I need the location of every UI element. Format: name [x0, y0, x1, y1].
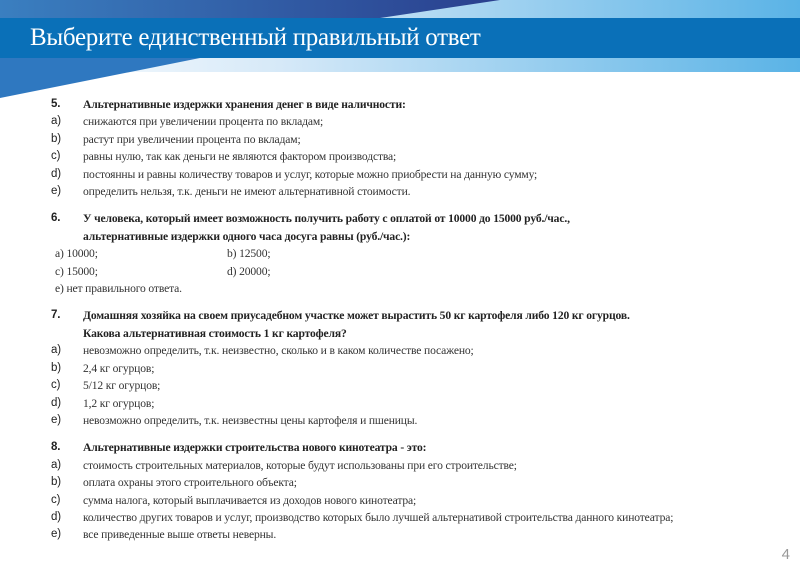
option-text: снижаются при увеличении процента по вкладам; [83, 115, 324, 129]
option-label: e) [51, 185, 61, 198]
question-text: Альтернативные издержки строительства нового кинотеатра - это: [83, 441, 427, 455]
question-number: 8. [51, 441, 61, 454]
option-label: a) [51, 458, 61, 471]
option-label: d) [51, 396, 61, 409]
option: d) 20000; [227, 264, 271, 278]
option-label: c) [51, 379, 61, 392]
question-6 [51, 210, 771, 297]
slide-title: Выберите единственный правильный ответ [30, 24, 481, 51]
option-label: b) [51, 132, 61, 145]
option-label: b) [51, 476, 61, 489]
option-label: c) [51, 493, 61, 506]
question-text: альтернативные издержки одного часа досуга равны (руб./час.): [83, 229, 411, 243]
option-label: d) [51, 167, 61, 180]
question-text: Домашняя хозяйка на своем приусадебном участке может вырастить 50 кг картофеля либо 120 кг огурцов. [83, 309, 630, 323]
page-number: 4 [781, 546, 790, 563]
option-text: невозможно определить, т.к. неизвестны цены картофеля и пшеницы. [83, 413, 418, 427]
option-text: все приведенные выше ответы неверны. [83, 528, 277, 542]
question-number: 6. [51, 212, 61, 225]
option-label: d) [51, 510, 61, 523]
option-label: c) [51, 150, 61, 163]
question-text: У человека, который имеет возможность получить работу с оплатой от 10000 до 15000 руб./час., [83, 212, 570, 226]
question-7 [51, 307, 771, 429]
question-number: 5. [51, 98, 61, 110]
option-text: равны нулю, так как деньги не являются фактором производства; [83, 150, 397, 164]
option-text: 5/12 кг огурцов; [83, 379, 161, 393]
option-label: e) [51, 528, 61, 541]
option-label: a) [51, 344, 61, 357]
option-label: a) [51, 115, 61, 128]
option-label: e) [51, 413, 61, 426]
option: c) 15000; [55, 264, 98, 278]
option: b) 12500; [227, 247, 271, 261]
question-5 [51, 96, 771, 200]
question-8 [51, 439, 771, 543]
question-number: 7. [51, 309, 61, 322]
option-text: постоянны и равны количеству товаров и услуг, которые можно приобрести на данную сумму; [83, 167, 538, 181]
option-text: определить нельзя, т.к. деньги не имеют альтернативной стоимости. [83, 185, 411, 199]
questions [51, 96, 771, 554]
option-text: 2,4 кг огурцов; [83, 361, 155, 375]
option: a) 10000; [55, 247, 98, 261]
option-text: сумма налога, который выплачивается из доходов нового кинотеатра; [83, 493, 417, 507]
question-text: Альтернативные издержки хранения денег в виде наличности: [83, 98, 406, 111]
question-text: Какова альтернативная стоимость 1 кг картофеля? [83, 326, 347, 340]
option-text: оплата охраны этого строительного объекта; [83, 476, 297, 490]
option-text: растут при увеличении процента по вкладам; [83, 132, 301, 146]
option-text: стоимость строительных материалов, которые будут использованы при его строительстве; [83, 458, 517, 472]
option-label: b) [51, 361, 61, 374]
option: e) нет правильного ответа. [55, 282, 182, 296]
option-text: количество других товаров и услуг, производство которых было лучшей альтернативой строительства данного кинотеатра; [83, 510, 674, 524]
option-text: 1,2 кг огурцов; [83, 396, 155, 410]
option-text: невозможно определить, т.к. неизвестно, сколько и в каком количестве посажено; [83, 344, 474, 358]
